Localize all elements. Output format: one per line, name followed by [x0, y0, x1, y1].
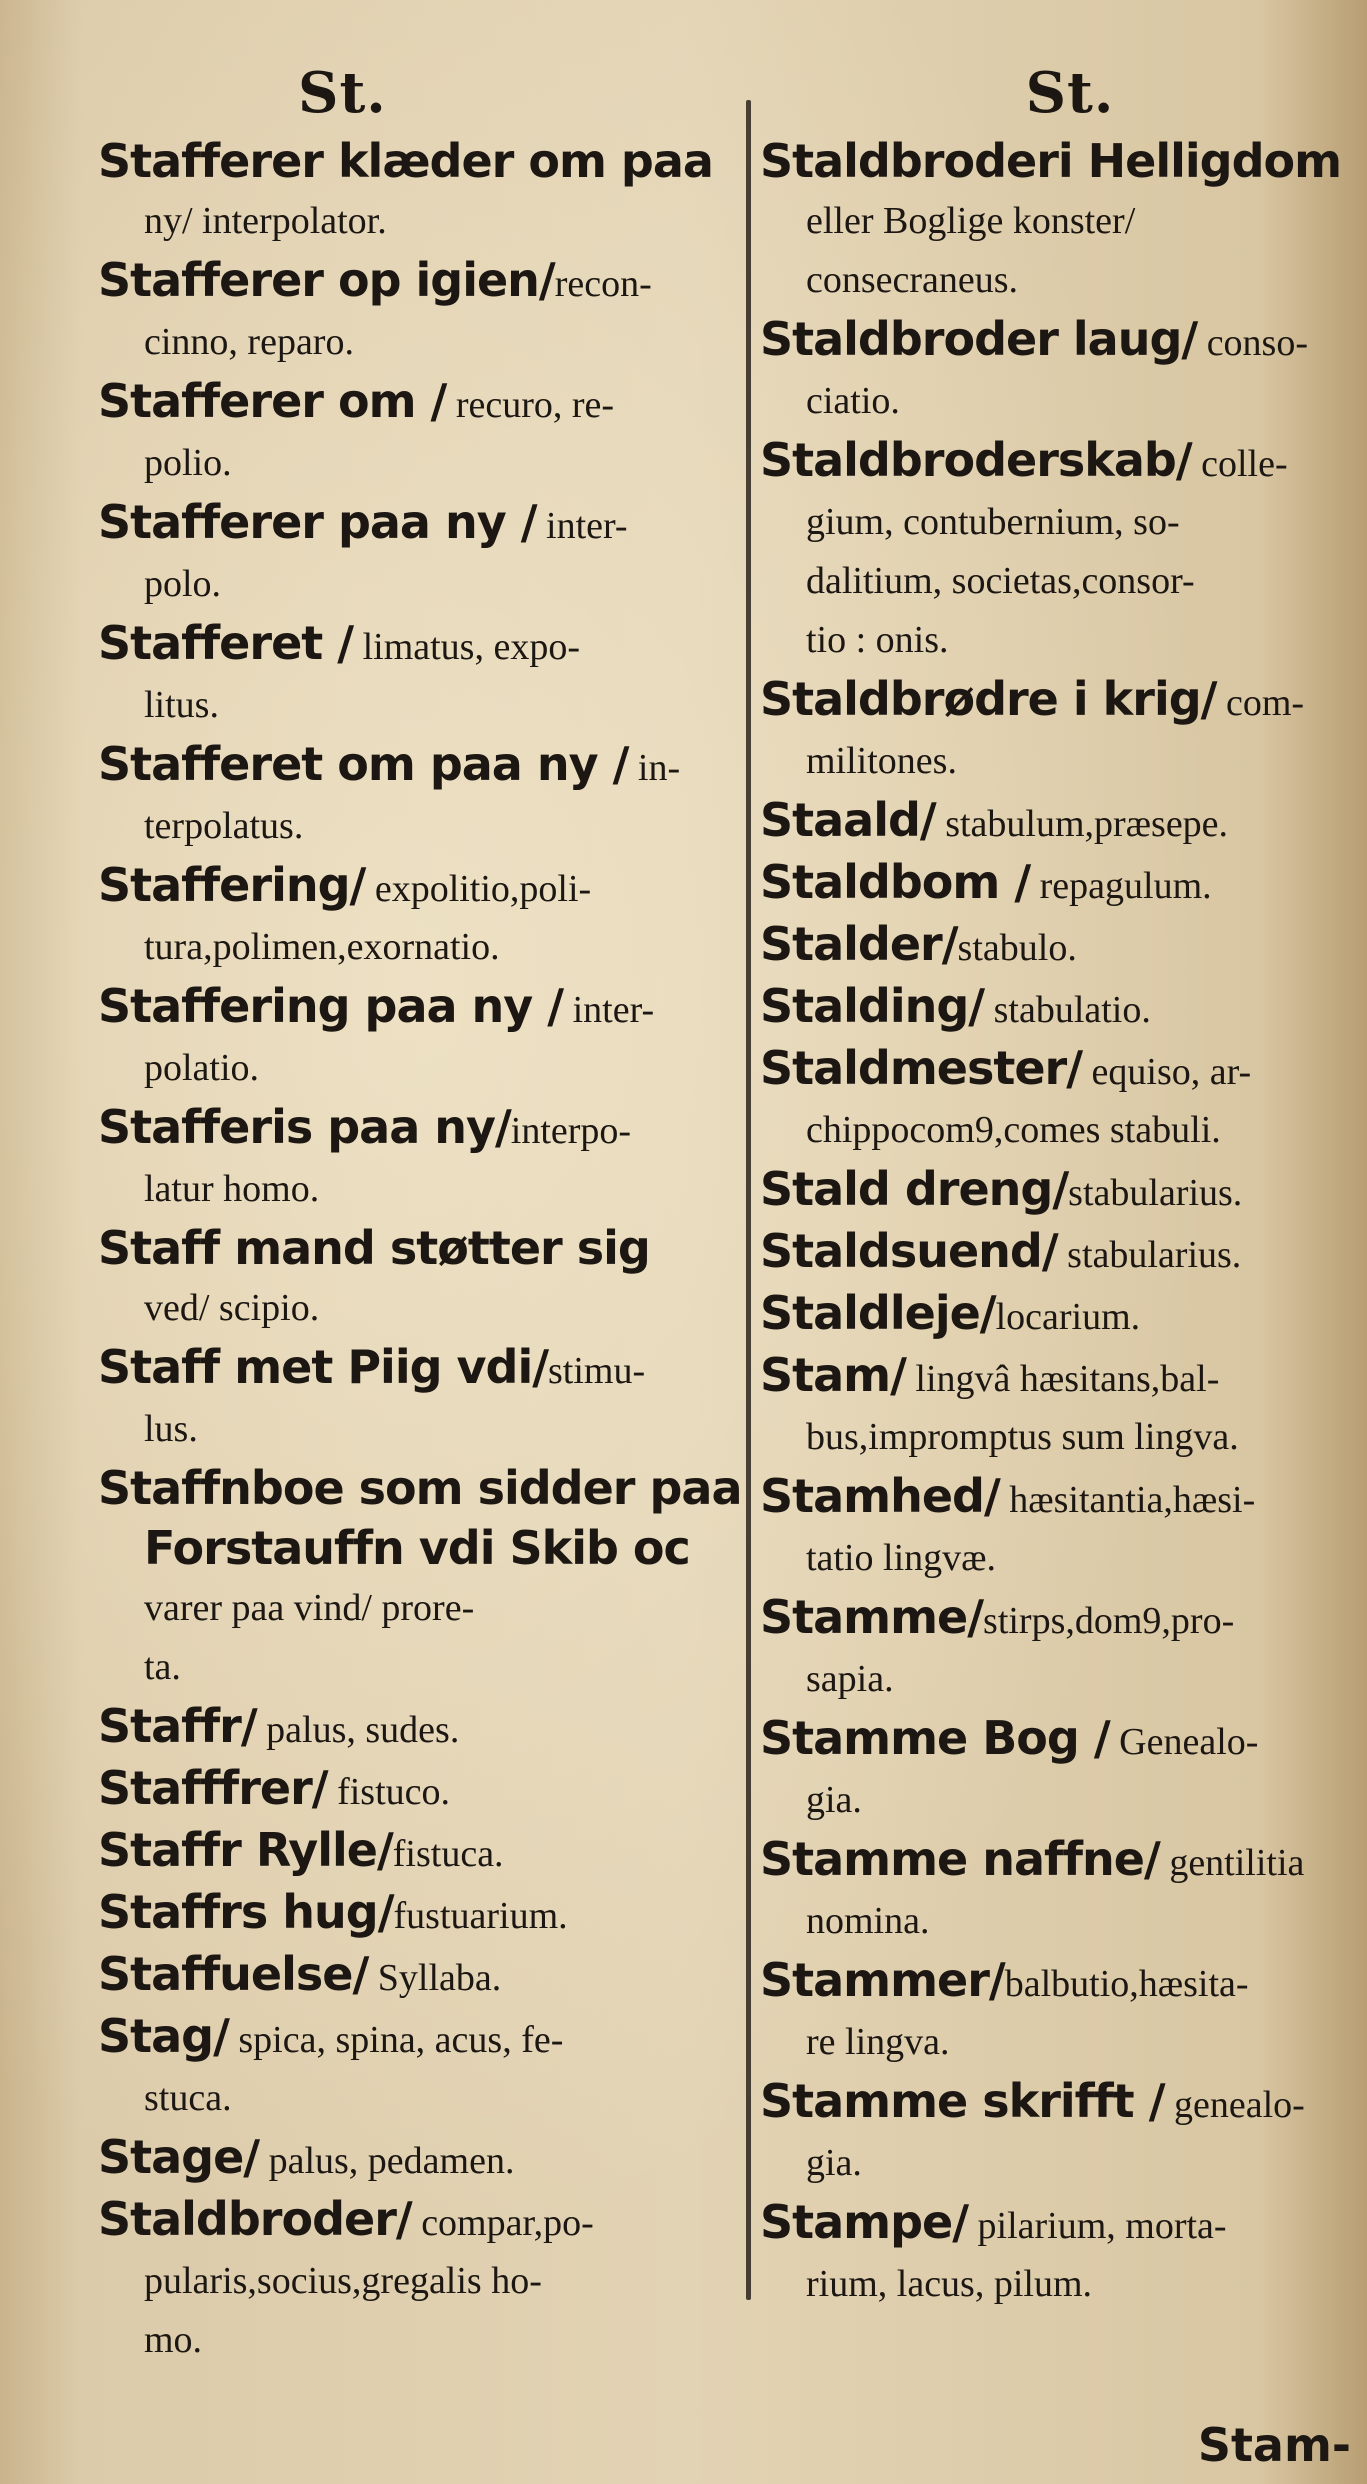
entry-first-line: Staffering paa ny / inter- — [98, 979, 655, 1033]
entry-continuation-line: varer paa vind/ prore- — [144, 1587, 475, 1629]
entry-continuation-line: polo. — [144, 563, 222, 605]
right-column — [760, 60, 1340, 2444]
entry-continuation-line: latur homo. — [144, 1168, 320, 1210]
entry-continuation-line: re lingva. — [806, 2021, 950, 2063]
entry-first-line: Staff mand støtter sig — [98, 1221, 650, 1275]
entry-continuation-line: nomina. — [806, 1900, 930, 1942]
entry-first-line: Stag/ spica, spina, acus, fe- — [98, 2009, 564, 2063]
entry-continuation-line: ny/ interpolator. — [144, 200, 387, 242]
entry-first-line: Stalding/ stabulatio. — [760, 979, 1151, 1033]
entry-first-line: Stalder/stabulo. — [760, 917, 1077, 971]
entry-first-line: Staff met Piig vdi/stimu- — [98, 1340, 646, 1394]
dictionary-entry — [98, 1759, 738, 1821]
dictionary-entry — [98, 1945, 738, 2007]
entry-first-line: Staldbom / repagulum. — [760, 855, 1212, 909]
entry-continuation-line: stuca. — [144, 2077, 232, 2119]
entry-first-line: Staldbrødre i krig/ com- — [760, 672, 1305, 726]
dictionary-entry — [98, 2190, 738, 2370]
entry-first-line: Staffnboe som sidder paa — [98, 1461, 742, 1515]
dictionary-entry — [98, 1883, 738, 1945]
entry-continuation-line: gia. — [806, 1779, 862, 1821]
dictionary-entry — [98, 1219, 738, 1338]
entry-first-line: Stafferis paa ny/interpo- — [98, 1100, 632, 1154]
dictionary-entry — [98, 735, 738, 856]
entry-continuation-line: litus. — [144, 684, 219, 726]
entry-continuation-line: gium, contubernium, so- — [806, 501, 1180, 543]
dictionary-entry — [760, 977, 1340, 1039]
entry-continuation-line: mo. — [144, 2319, 203, 2361]
running-head-left: St. — [298, 60, 387, 126]
right-entries — [760, 132, 1340, 2314]
entry-continuation-line: gia. — [806, 2142, 862, 2184]
entry-continuation-line: dalitium, societas,consor- — [806, 560, 1195, 602]
dictionary-entry — [760, 1160, 1340, 1222]
dictionary-entry — [760, 310, 1340, 431]
entry-first-line: Staldbroderskab/ colle- — [760, 433, 1288, 487]
entry-first-line: Stamhed/ hæsitantia,hæsi- — [760, 1469, 1256, 1523]
entry-continuation-line: lus. — [144, 1408, 198, 1450]
entry-continuation-line: bus,impromptus sum lingva. — [806, 1416, 1239, 1458]
dictionary-entry — [98, 856, 738, 977]
dictionary-entry — [760, 670, 1340, 791]
entry-first-line: Staffr/ palus, sudes. — [98, 1699, 460, 1753]
entry-continuation-line: polatio. — [144, 1047, 260, 1089]
dictionary-entry — [760, 1588, 1340, 1709]
entry-first-line: Staldbroderi Helligdom — [760, 134, 1342, 188]
dictionary-entry — [760, 132, 1340, 310]
entry-first-line: Staald/ stabulum,præsepe. — [760, 793, 1229, 847]
entry-continuation-line: militones. — [806, 740, 957, 782]
entry-continuation-line: tio : onis. — [806, 619, 949, 661]
dictionary-entry — [98, 977, 738, 1098]
entry-first-line: Stafferet om paa ny / in- — [98, 737, 681, 791]
dictionary-entry — [760, 431, 1340, 670]
dictionary-entry — [98, 132, 738, 251]
left-entries — [98, 132, 742, 2370]
entry-first-line: Stam/ lingvâ hæsitans,bal- — [760, 1348, 1220, 1402]
dictionary-entry — [98, 614, 738, 735]
dictionary-entry — [760, 2072, 1340, 2193]
entry-first-line: Stammer/balbutio,hæsita- — [760, 1953, 1249, 2007]
dictionary-entry — [98, 2007, 738, 2128]
entry-continuation-line: ta. — [144, 1646, 181, 1688]
entry-first-line: Stamme Bog / Genealo- — [760, 1711, 1259, 1765]
entry-first-line: Stage/ palus, pedamen. — [98, 2130, 515, 2184]
entry-first-line: Staffuelse/ Syllaba. — [98, 1947, 502, 2001]
entry-continuation-line: consecraneus. — [806, 259, 1019, 301]
dictionary-entry — [98, 251, 738, 372]
dictionary-entry — [760, 791, 1340, 853]
entry-continuation-line: pularis,socius,gregalis ho- — [144, 2260, 542, 2302]
entry-first-line: Stafferet / limatus, expo- — [98, 616, 580, 670]
entry-first-line: Staffrs hug/fustuarium. — [98, 1885, 568, 1939]
left-column — [98, 60, 742, 2444]
dictionary-entry — [98, 1459, 742, 1697]
entry-first-line: Stafferer op igien/recon- — [98, 253, 652, 307]
entry-first-line: Staffr Rylle/fistuca. — [98, 1823, 504, 1877]
dictionary-entry — [98, 1098, 738, 1219]
entry-first-line: Staldsuend/ stabularius. — [760, 1224, 1242, 1278]
entry-continuation-line: sapia. — [806, 1658, 894, 1700]
dictionary-entry — [98, 372, 738, 493]
dictionary-entry — [98, 1697, 738, 1759]
dictionary-entry — [98, 1821, 738, 1883]
entry-first-line: Staffering/ expolitio,poli- — [98, 858, 592, 912]
entry-continuation-line: ciatio. — [806, 380, 900, 422]
dictionary-entry — [98, 1338, 738, 1459]
entry-first-line: Stald dreng/stabularius. — [760, 1162, 1243, 1216]
entry-continuation-line: cinno, reparo. — [144, 321, 354, 363]
dictionary-entry — [760, 853, 1340, 915]
entry-first-line: Staldmester/ equiso, ar- — [760, 1041, 1252, 1095]
entry-first-line: Stamme skrifft / genealo- — [760, 2074, 1305, 2128]
entry-continuation-line: ved/ scipio. — [144, 1287, 320, 1329]
dictionary-entry — [760, 1284, 1340, 1346]
dictionary-entry — [98, 2128, 738, 2190]
dictionary-entry — [760, 1039, 1340, 1160]
dictionary-entry — [760, 1830, 1340, 1951]
running-head-right: St. — [1025, 60, 1115, 126]
entry-first-line: Staldleje/locarium. — [760, 1286, 1141, 1340]
entry-first-line: Stafferer om / recuro, re- — [98, 374, 615, 428]
dictionary-entry — [760, 1222, 1340, 1284]
entry-first-line: Staldbroder laug/ conso- — [760, 312, 1308, 366]
dictionary-entry — [760, 1709, 1340, 1830]
dictionary-entry — [98, 493, 738, 614]
entry-first-line: Staldbroder/ compar,po- — [98, 2192, 594, 2246]
entry-first-line: Stampe/ pilarium, morta- — [760, 2195, 1227, 2249]
dictionary-entry — [760, 1467, 1340, 1588]
column-divider — [746, 100, 751, 2300]
dictionary-entry — [760, 2193, 1340, 2314]
entry-continuation-line: terpolatus. — [144, 805, 304, 847]
dictionary-entry — [760, 1346, 1340, 1467]
entry-first-line: Stamme/stirps,dom9,pro- — [760, 1590, 1235, 1644]
catchword: Stam- — [1197, 2418, 1351, 2472]
entry-continuation-line: tura,polimen,exornatio. — [144, 926, 500, 968]
dictionary-entry — [760, 915, 1340, 977]
entry-continuation-line: polio. — [144, 442, 232, 484]
entry-first-line: Stamme naffne/ gentilitia — [760, 1832, 1305, 1886]
entry-continuation-line: eller Boglige konster/ — [806, 200, 1136, 242]
entry-continuation-line: chippocom9,comes stabuli. — [806, 1109, 1221, 1151]
entry-continuation-line: tatio lingvæ. — [806, 1537, 996, 1579]
entry-continuation-line: Forstauffn vdi Skib oc — [144, 1521, 690, 1575]
entry-first-line: Stafferer paa ny / inter- — [98, 495, 628, 549]
entry-first-line: Stafffrer/ fistuco. — [98, 1761, 451, 1815]
entry-continuation-line: rium, lacus, pilum. — [806, 2263, 1093, 2305]
entry-first-line: Stafferer klæder om paa — [98, 134, 713, 188]
dictionary-entry — [760, 1951, 1340, 2072]
